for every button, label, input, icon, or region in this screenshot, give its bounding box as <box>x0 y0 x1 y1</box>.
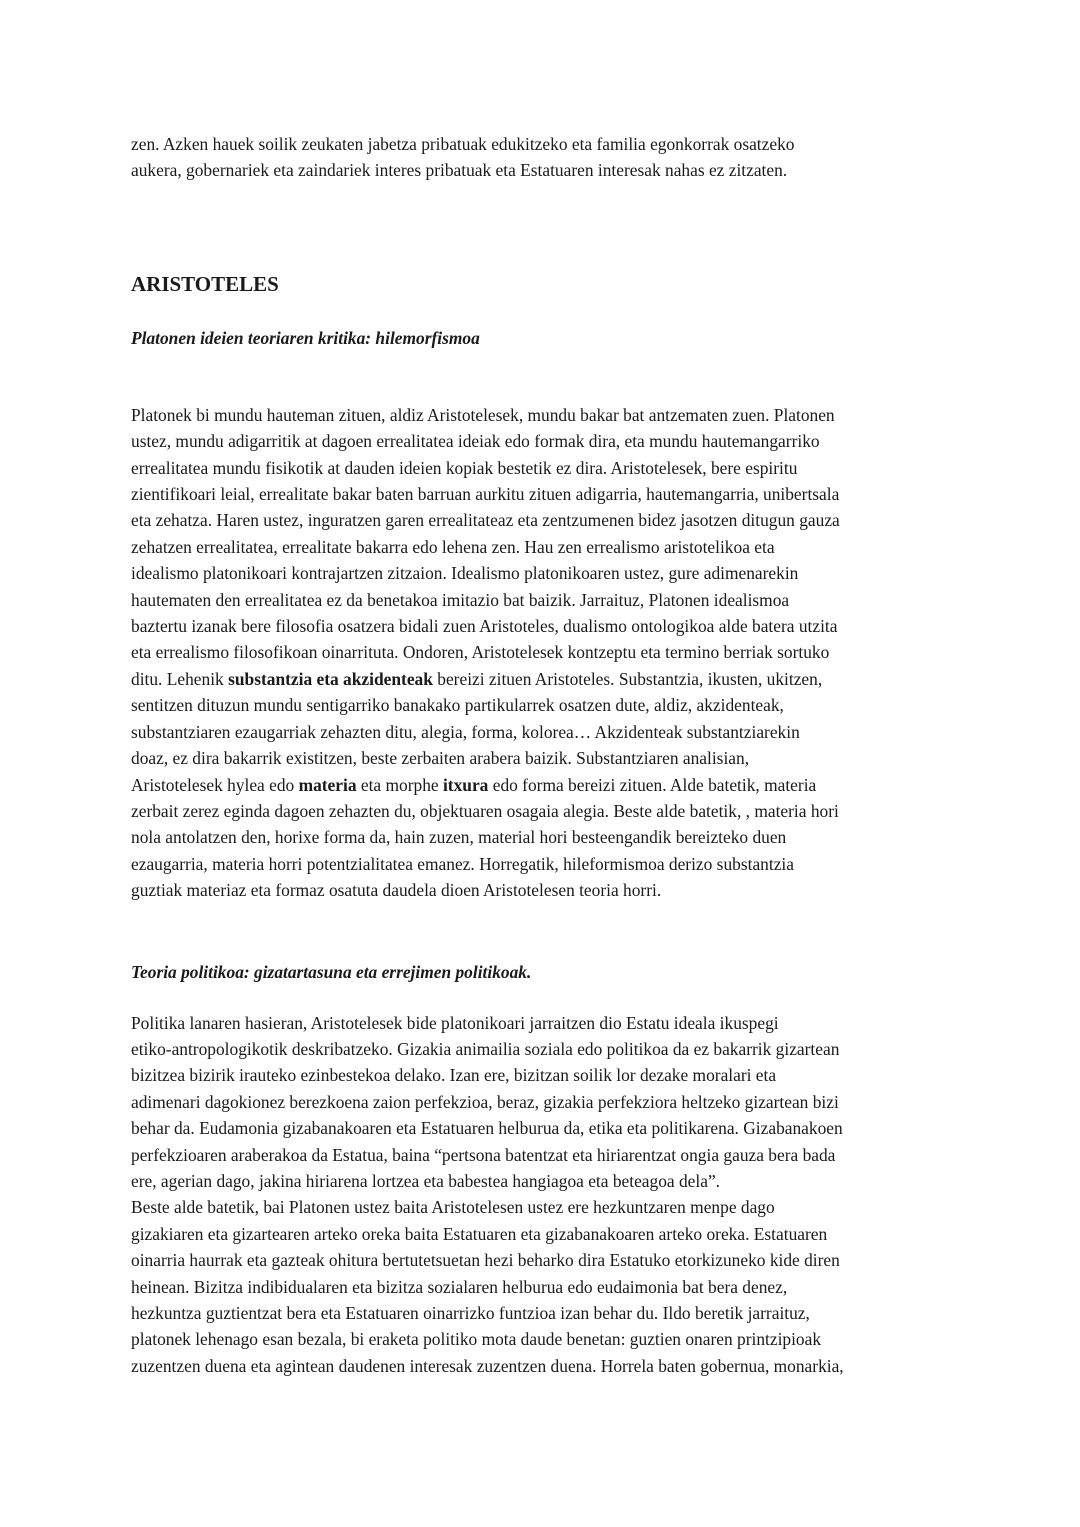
text-line: idealismo platonikoari kontrajartzen zitzaion. Idealismo platonikoaren ustez, gure adimenarekin <box>131 563 799 584</box>
text-line: hezkuntza guztientzat bera eta Estatuaren oinarrizko funtzioa izan behar du. Ildo beretik jarraituz, <box>131 1303 810 1323</box>
text-line: ustez, mundu adigarritik at dagoen errealitatea ideiak edo formak dira, eta mundu hautemangarriko <box>131 431 820 452</box>
bold-term-itxura: itxura <box>442 774 489 795</box>
text-line: adimenari dagokionez berezkoena zaion perfekzioa, beraz, gizakia perfekziora heltzeko gizartean bizi <box>131 1091 839 1112</box>
text-line: doaz, ez dira bakarrik existitzen, beste zerbaiten arabera baizik. Substantziaren analisian, <box>131 748 750 769</box>
text-run: eta morphe <box>356 774 443 795</box>
text-line: zehatzen errealitatea, errealitate bakarra edo lehena zen. Hau zen errealismo aristotelikoa eta <box>131 536 775 557</box>
text-line: hautematen den errealitatea ez da benetakoa imitazio bat baizik. Jarraituz, Platonen idealismoa <box>131 589 790 610</box>
teoria-politikoa-paragraph <box>131 1010 953 1380</box>
text-line: errealitatea mundu fisikotik at dauden ideien kopiak bestetik ez dira. Aristotelesek, bere espiritu <box>131 457 798 478</box>
text-line: Politika lanaren hasieran, Aristotelesek bide platonikoari jarraitzen dio Estatu ideala ikuspegi <box>131 1012 779 1033</box>
hilemorfismoa-paragraph <box>131 402 953 904</box>
subsection-heading-teoria-politikoa: Teoria politikoa: gizatartasuna eta errejimen politikoak. <box>131 961 532 982</box>
text-line: eta errealismo filosofikoan oinarrituta. Ondoren, Aristotelesek kontzeptu eta termino berriak sortuko <box>131 642 830 663</box>
subsection-heading-hilemorfismoa: Platonen ideien teoriaren kritika: hilemorfismoa <box>131 327 480 348</box>
text-line: Platonek bi mundu hauteman zituen, aldiz Aristotelesek, mundu bakar bat antzematen zuen. Platonen <box>131 404 835 425</box>
text-line: baztertu izanak bere filosofia osatzera bidali zuen Aristoteles, dualismo ontologikoa alde batera utzita <box>131 616 838 637</box>
text-line: aukera, gobernariek eta zaindariek interes pribatuak eta Estatuaren interesak nahas ez zitzaten. <box>131 160 788 181</box>
text-line: ezaugarria, materia horri potentzialitatea emanez. Horregatik, hileformismoa derizo substantzia <box>131 853 794 874</box>
text-line <box>131 666 953 692</box>
section-heading: ARISTOTELES <box>131 271 279 296</box>
text-line: zientifikoari leial, errealitate bakar baten barruan aurkitu zituen adigarria, hautemangarria, unibertsala <box>131 484 840 505</box>
text-line: gizakiaren eta gizartearen arteko oreka baita Estatuaren eta gizabanakoaren arteko oreka. Estatuaren <box>131 1223 828 1244</box>
bold-term-materia: materia <box>298 774 357 795</box>
text-line: zuzentzen duena eta agintean daudenen interesak zuzentzen duena. Horrela baten gobernua, monarkia, <box>131 1355 844 1376</box>
document-page <box>131 131 953 1379</box>
text-line: oinarria haurrak eta gazteak ohitura bertutetsuetan hezi beharko dira Estatuko etorkizuneko kide diren <box>131 1250 840 1271</box>
text-line: platonek lehenago esan bezala, bi eraketa politiko mota daude benetan: guztien onaren printzipioak <box>131 1329 822 1350</box>
text-line: Beste alde batetik, bai Platonen ustez baita Aristotelesen ustez ere hezkuntzaren menpe dago <box>131 1197 775 1218</box>
text-line: eta zehatza. Haren ustez, inguratzen garen errealitateaz eta zentzumenen bidez jasotzen ditugun gauza <box>131 510 840 531</box>
text-line: substantziaren ezaugarriak zehazten ditu, alegia, forma, kolorea… Akzidenteak substantziarekin <box>131 721 800 742</box>
bold-term-substantzia-akzidenteak: substantzia eta akzidenteak <box>228 668 433 689</box>
text-run: bereizi zituen Aristoteles. Substantzia, ikusten, ukitzen, <box>432 668 823 689</box>
text-line: heinean. Bizitza indibidualaren eta bizitza sozialaren helburua edo eudaimonia bat bera denez, <box>131 1276 788 1297</box>
text-line: behar da. Eudamonia gizabanakoaren eta Estatuaren helburua da, etika eta politikarena. Gizabanakoen <box>131 1118 843 1139</box>
text-line: bizitzea bizirik irauteko ezinbestekoa delako. Izan ere, bizitzan soilik lor dezake moralari eta <box>131 1065 777 1086</box>
text-line: perfekzioaren araberakoa da Estatua, baina “pertsona batentzat eta hiriarentzat ongia gauza bera bada <box>131 1144 836 1165</box>
text-line: guztiak materiaz eta formaz osatuta daudela dioen Aristotelesen teoria horri. <box>131 880 662 901</box>
text-line <box>131 772 953 798</box>
text-line: zerbait zerez eginda dagoen zehazten du, objektuaren osagaia alegia. Beste alde batetik, , materia hori <box>131 800 839 821</box>
text-run: edo forma bereizi zituen. Alde batetik, materia <box>488 774 817 795</box>
text-line: sentitzen dituzun mundu sentigarriko banakako partikularrek osatzen dute, aldiz, akzidenteak, <box>131 695 784 716</box>
text-run: ditu. Lehenik <box>131 668 229 689</box>
text-line: etiko-antropologikotik deskribatzeko. Gizakia animailia soziala edo politikoa da ez bakarrik gizartean <box>131 1038 840 1059</box>
intro-paragraph <box>131 131 953 184</box>
text-line: zen. Azken hauek soilik zeukaten jabetza pribatuak edukitzeko eta familia egonkorrak osatzeko <box>131 134 795 154</box>
text-line: nola antolatzen den, horixe forma da, hain zuzen, material hori besteengandik bereizteko duen <box>131 827 787 848</box>
text-line: ere, agerian dago, jakina hiriarena lortzea eta babestea hangiagoa eta beteagoa dela”. <box>131 1170 721 1191</box>
text-run: Aristotelesek hylea edo <box>131 774 299 795</box>
